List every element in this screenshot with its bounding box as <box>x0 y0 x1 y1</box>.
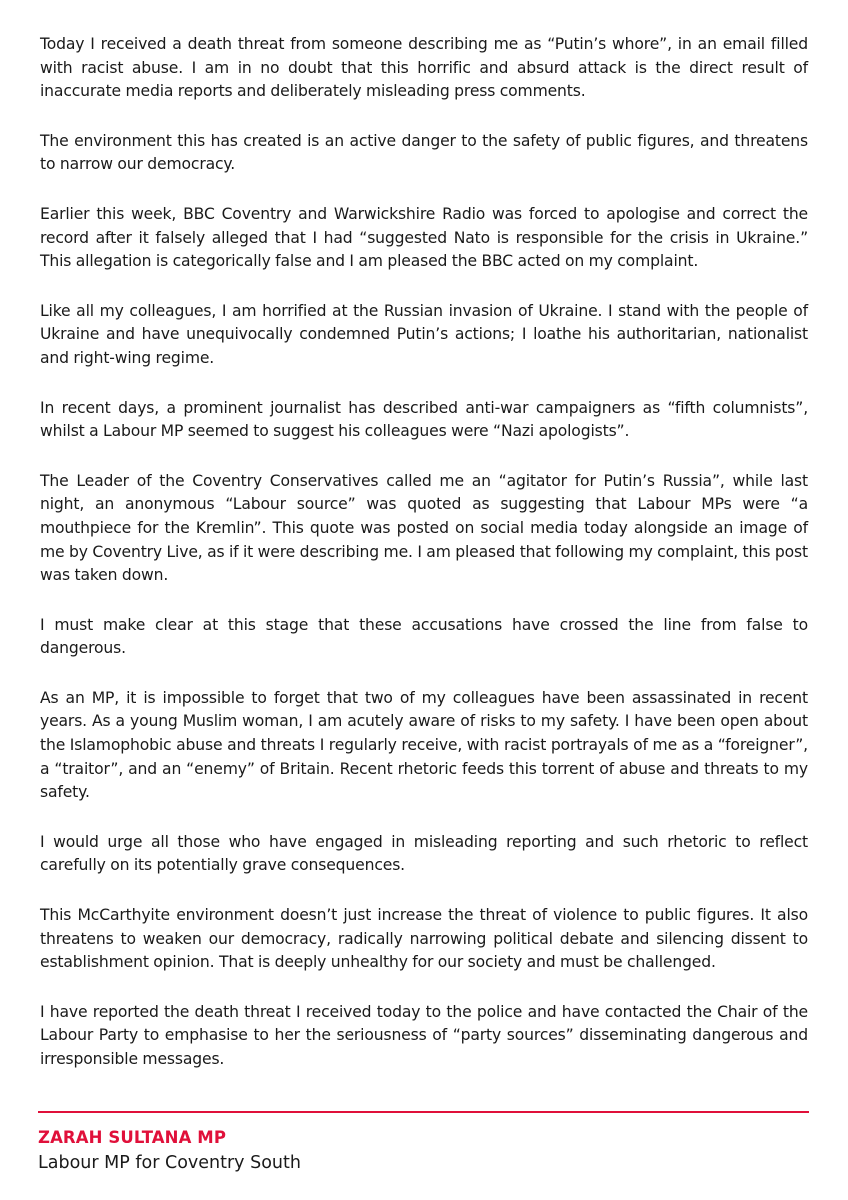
paragraph-8: As an MP, it is impossible to forget that two of my colleagues have been assassinated in recent years. As a young Muslim woman, I am acutely aware of risks to my safety. I have been open about the Islamophobic abuse and threats I regularly receive, with racist portrayals of me as a “foreigner”, a “traitor”, and an “enemy” of Britain. Recent rhetoric feeds this torrent of abuse and threats to my safety. <box>40 688 808 802</box>
signature-name: ZARAH SULTANA MP <box>38 1128 227 1147</box>
paragraph-3: Earlier this week, BBC Coventry and Warwickshire Radio was forced to apologise and correct the record after it falsely alleged that I had “suggested Nato is responsible for the crisis in Ukraine.” This allegation is categorically false and I am pleased the BBC acted on my complaint. <box>40 204 808 271</box>
paragraph-10: This McCarthyite environment doesn’t just increase the threat of violence to public figures. It also threatens to weaken our democracy, radically narrowing political debate and silencing dissent to establishment opinion. That is deeply unhealthy for our society and must be challenged. <box>40 906 808 972</box>
paragraph-11: I have reported the death threat I received today to the police and have contacted the Chair of the Labour Party to emphasise to her the seriousness of “party sources” disseminating dangerous and irresponsible messages. <box>40 1002 808 1068</box>
paragraph-5: In recent days, a prominent journalist has described anti-war campaigners as “fifth columnists”, whilst a Labour MP seemed to suggest his colleagues were “Nazi apologists”. <box>40 398 808 441</box>
paragraph-9: I would urge all those who have engaged in misleading reporting and such rhetoric to reflect carefully on its potentially grave consequences. <box>40 832 808 875</box>
paragraph-6: The Leader of the Coventry Conservatives called me an “agitator for Putin’s Russia”, while last night, an anonymous “Labour source” was quoted as suggesting that Labour MPs were “a mouthpiece for the Kremlin”. This quote was posted on social media today alongside an image of me by Coventry Live, as if it were describing me. I am pleased that following my complaint, this post was taken down. <box>40 471 808 585</box>
statement-body <box>40 33 808 1098</box>
paragraph-4: Like all my colleagues, I am horrified at the Russian invasion of Ukraine. I stand with the people of Ukraine and have unequivocally condemned Putin’s actions; I loathe his authoritarian, nationalist and right-wing regime. <box>40 301 808 367</box>
paragraph-7: I must make clear at this stage that these accusations have crossed the line from false to dangerous. <box>40 615 808 658</box>
paragraph-2: The environment this has created is an active danger to the safety of public figures, and threatens to narrow our democracy. <box>40 131 808 174</box>
paragraph-1: Today I received a death threat from someone describing me as “Putin’s whore”, in an email filled with racist abuse. I am in no doubt that this horrific and absurd attack is the direct result of inaccurate media reports and deliberately misleading press comments. <box>40 35 808 101</box>
signature-title: Labour MP for Coventry South <box>38 1153 301 1173</box>
signature-divider <box>38 1111 809 1113</box>
